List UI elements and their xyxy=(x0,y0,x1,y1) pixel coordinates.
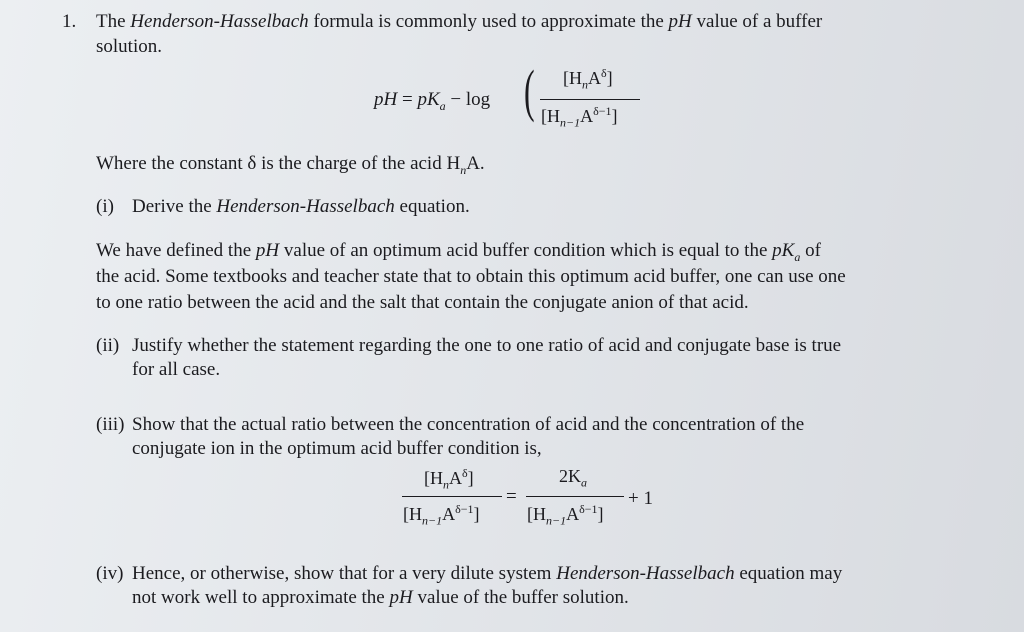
part-iv-line2: not work well to approximate the pH value of the buffer solution. xyxy=(132,587,629,608)
fraction-bar xyxy=(540,99,640,100)
formula-denominator: $[H_{n-1}A^{\delta-1}]$ xyxy=(541,104,618,130)
left-paren: ( xyxy=(524,58,535,123)
part-iii-line1: Show that the actual ratio between the concentration of acid and the concentration of the xyxy=(132,414,805,435)
ratio-right-bar xyxy=(526,496,624,497)
part-i-label: (i) xyxy=(96,196,114,217)
paragraph-line1: We have defined the pH value of an optimum acid buffer condition which is equal to the $pK_a$ of xyxy=(96,240,821,264)
question-intro-line1: The Henderson-Hasselbach formula is commonly used to approximate the pH value of a buffer xyxy=(96,11,823,32)
formula-numerator: $[H_nA^\delta]$ xyxy=(563,66,613,92)
paragraph-line2: the acid. Some textbooks and teacher state that to obtain this optimum acid buffer, one can use one xyxy=(96,266,846,287)
constant-definition: Where the constant δ is the charge of the acid $H_nA$. xyxy=(96,153,485,177)
ratio-left-numerator: $[H_nA^\delta]$ xyxy=(424,466,474,492)
ratio-plus-one: + 1 xyxy=(628,488,653,509)
part-iii-line2: conjugate ion in the optimum acid buffer condition is, xyxy=(132,438,542,459)
part-i-text: Derive the Henderson-Hasselbach equation. xyxy=(132,196,470,217)
paragraph-line3: to one ratio between the acid and the salt that contain the conjugate anion of that acid. xyxy=(96,292,749,313)
question-intro-line2: solution. xyxy=(96,36,162,57)
ratio-equals: = xyxy=(506,486,517,507)
part-iv-label: (iv) xyxy=(96,563,124,584)
part-ii-label: (ii) xyxy=(96,335,120,356)
ratio-right-numerator: $2K_a$ xyxy=(559,466,587,490)
part-iii-label: (iii) xyxy=(96,414,125,435)
ratio-right-denominator: $[H_{n-1}A^{\delta-1}]$ xyxy=(527,502,604,528)
part-ii-line2: for all case. xyxy=(132,359,221,380)
part-iv-line1: Hence, or otherwise, show that for a very dilute system Henderson-Hasselbach equation may xyxy=(132,563,843,584)
ratio-left-bar xyxy=(402,496,502,497)
question-number: 1. xyxy=(62,11,77,32)
ratio-left-denominator: $[H_{n-1}A^{\delta-1}]$ xyxy=(403,502,480,528)
formula-lhs: pH = $pK_a - \log$ xyxy=(374,89,491,113)
part-ii-line1: Justify whether the statement regarding the one to one ratio of acid and conjugate base is true xyxy=(132,335,842,356)
